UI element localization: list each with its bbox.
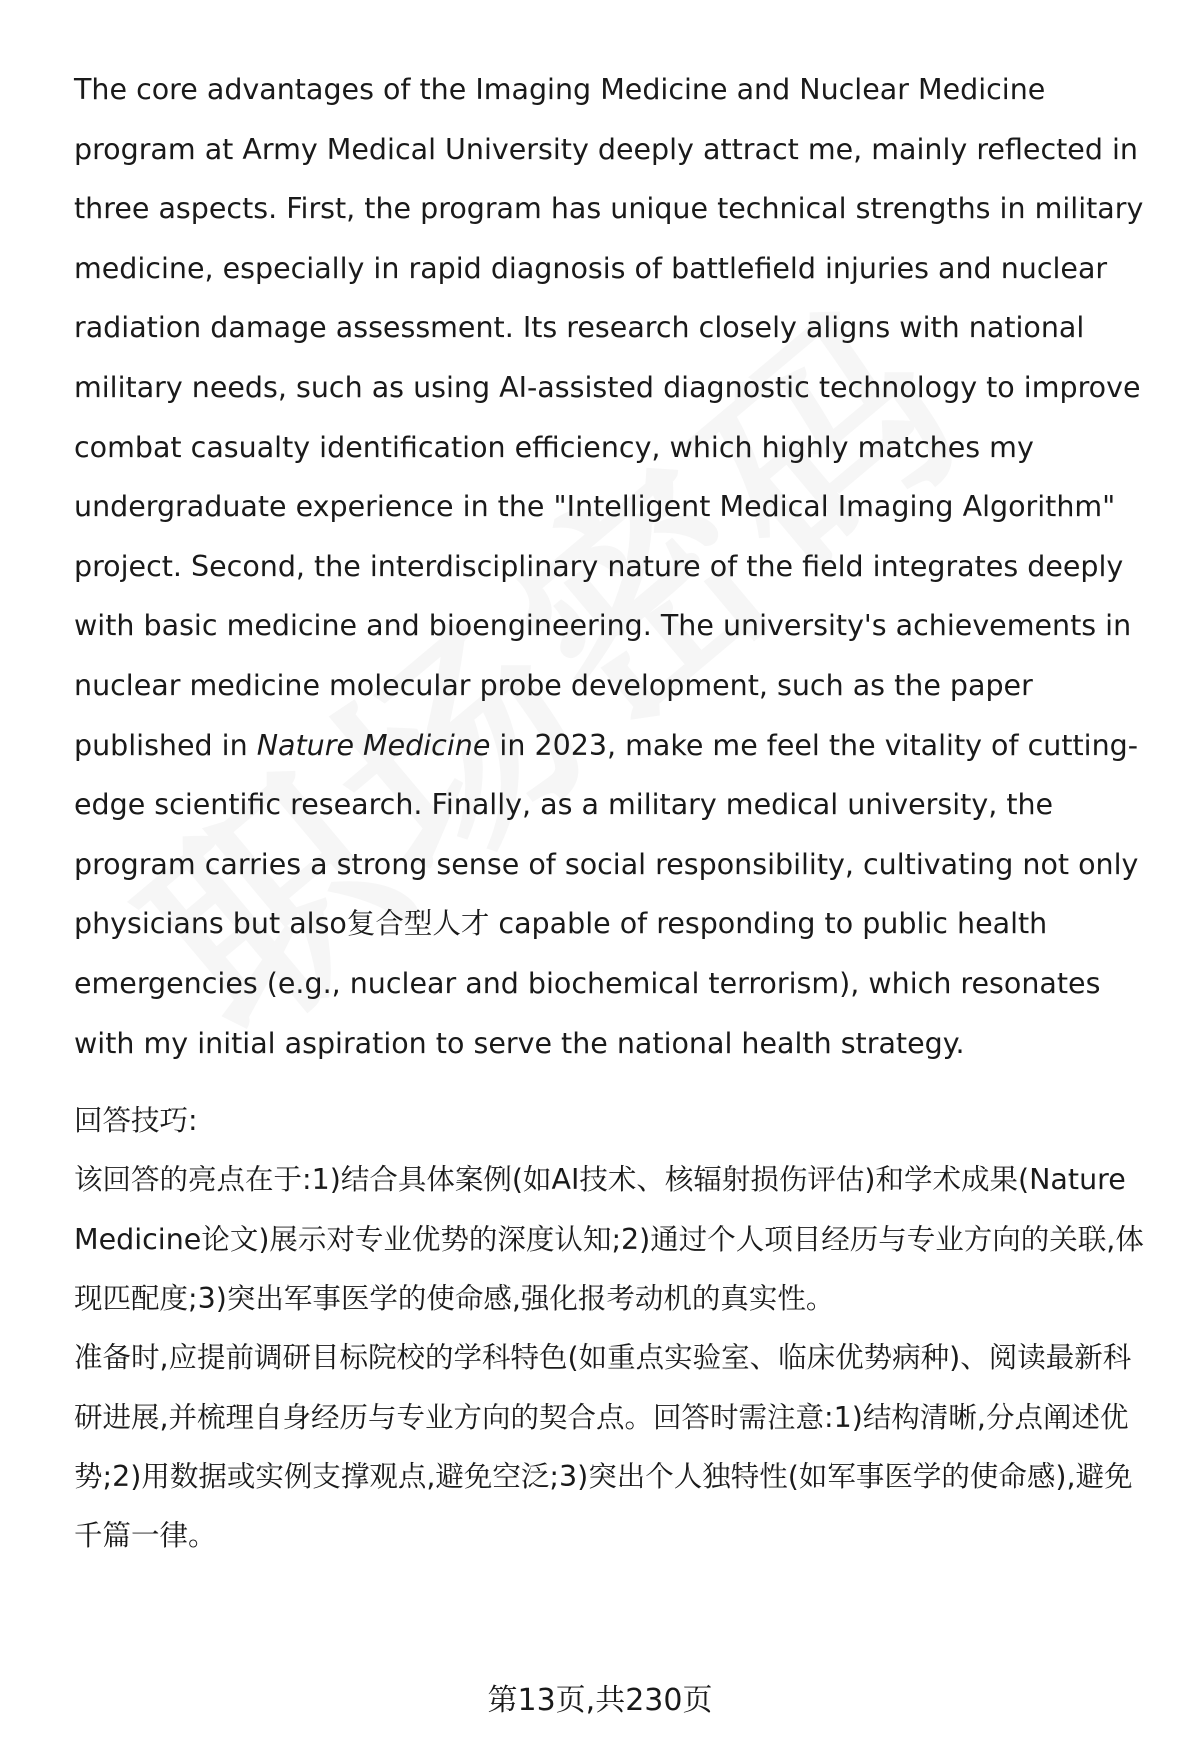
page-content	[74, 60, 1154, 1565]
answer-text-part2: in 2023, make me feel the vitality of cutting-edge scientific research. Finally, as a military medical university, the program carries a strong sense of social responsibility, cultivating not only physicians but also复合型人才 capable of responding to public health emergencies (e.g., nuclear and biochemical terrorism), which resonates with my initial aspiration to serve the national health strategy.	[74, 728, 1139, 1060]
tips-heading: 回答技巧:	[74, 1104, 198, 1138]
answer-paragraph	[74, 60, 1154, 1073]
page-number: 第13页,共230页	[487, 1683, 713, 1718]
journal-name: Nature Medicine	[256, 728, 491, 762]
tips-section	[74, 1091, 1154, 1565]
answer-text-part1: The core advantages of the Imaging Medicine and Nuclear Medicine program at Army Medical University deeply attract me, mainly reflected in three aspects. First, the program has unique technical strengths in military medicine, especially in rapid diagnosis of battlefield injuries and nuclear radiation damage assessment. Its research closely aligns with national military needs, such as using AI-assisted diagnostic technology to improve combat casualty identification efficiency, which highly matches my undergraduate experience in the "Intelligent Medical Imaging Algorithm" project. Second, the interdisciplinary nature of the field integrates deeply with basic medicine and bioengineering. The university's achievements in nuclear medicine molecular probe development, such as the paper published in	[74, 73, 1144, 762]
tips-paragraph-2: 准备时,应提前调研目标院校的学科特色(如重点实验室、临床优势病种)、阅读最新科研进展,并梳理自身经历与专业方向的契合点。回答时需注意:1)结构清晰,分点阐述优势;2)用数据或实例支撑观点,避免空泛;3)突出个人独特性(如军事医学的使命感),避免千篇一律。	[74, 1341, 1133, 1553]
tips-paragraph-1: 该回答的亮点在于:1)结合具体案例(如AI技术、核辐射损伤评估)和学术成果(Nature Medicine论文)展示对专业优势的深度认知;2)通过个人项目经历与专业方向的关联,体现匹配度;3)突出军事医学的使命感,强化报考动机的真实性。	[74, 1163, 1144, 1315]
